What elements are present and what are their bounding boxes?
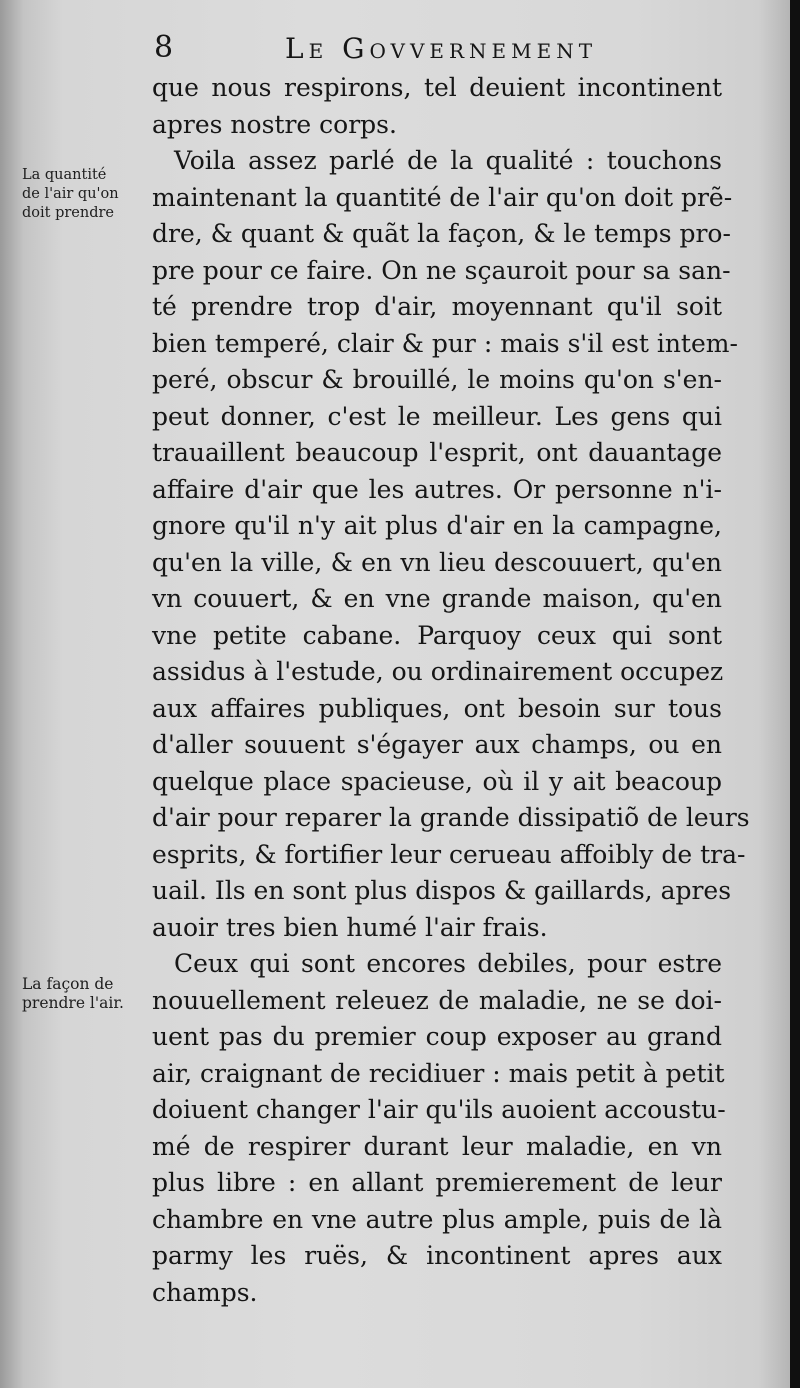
margin-note-quantity — [22, 166, 152, 223]
text-line: maintenant la quantité de l'air qu'on doit prẽ- — [152, 182, 733, 212]
text-line: d'air pour reparer la grande dissipatiõ de leurs — [152, 803, 750, 832]
text-line: doiuent changer l'air qu'ils auoient accoustu- — [152, 1095, 726, 1124]
text-line: nouuellement releuez de maladie, ne se doi- — [152, 985, 722, 1015]
text-line: plus libre : en allant premierement de leur — [152, 1168, 722, 1197]
margin-note-line: La façon de — [22, 975, 114, 993]
text-line: parmy les ruës, & incontinent apres aux — [152, 1241, 722, 1270]
text-line: dre, & quant & quãt la façon, & le temps pro- — [152, 219, 731, 248]
text-line: d'aller souuent s'égayer aux champs, ou en — [152, 730, 722, 759]
margin-note-line: de l'air qu'on — [22, 186, 119, 202]
text-line: air, craignant de recidiuer : mais petit à petit — [152, 1058, 725, 1088]
paragraph — [152, 143, 750, 946]
text-line: bien temperé, clair & pur : mais s'il est intem- — [152, 328, 738, 358]
text-line: uent pas du premier coup exposer au grand — [152, 1022, 722, 1051]
paragraph — [152, 946, 726, 1311]
paragraph — [152, 70, 722, 143]
text-line: auoir tres bien humé l'air frais. — [152, 912, 548, 942]
text-line: Ceux qui sont encores debiles, pour estre — [174, 949, 722, 978]
text-line: apres nostre corps. — [152, 109, 397, 139]
text-line: mé de respirer durant leur maladie, en vn — [152, 1131, 722, 1161]
text-line: que nous respirons, tel deuient incontinent — [152, 73, 722, 102]
text-line: trauaillent beaucoup l'esprit, ont dauantage — [152, 438, 722, 467]
page-edge-shadow — [790, 0, 800, 1388]
text-line: affaire d'air que les autres. Or personne n'i- — [152, 474, 722, 504]
text-line: quelque place spacieuse, où il y ait beacoup — [152, 766, 722, 796]
text-line: uail. Ils en sont plus dispos & gaillards, apres — [152, 876, 732, 905]
text-line: Voila assez parlé de la qualité : touchons — [174, 146, 722, 175]
margin-note-line: La quantité — [22, 167, 107, 183]
margin-note-line: prendre l'air. — [22, 994, 124, 1012]
text-line: assidus à l'estude, ou ordinairement occupez — [152, 657, 724, 686]
text-line: té prendre trop d'air, moyennant qu'il soit — [152, 292, 722, 321]
text-line: gnore qu'il n'y ait plus d'air en la campagne, — [152, 511, 722, 540]
text-line: champs. — [152, 1277, 258, 1307]
text-line: aux affaires publiques, ont besoin sur tous — [152, 693, 722, 723]
text-line: peut donner, c'est le meilleur. Les gens qui — [152, 401, 722, 431]
running-head: Le Govvernement — [285, 32, 598, 65]
text-line: pre pour ce faire. On ne sçauroit pour sa san- — [152, 255, 731, 285]
body-text — [152, 70, 750, 1311]
margin-note-line: doit prendre — [22, 205, 115, 221]
page-number: 8 — [154, 30, 175, 65]
text-line: chambre en vne autre plus ample, puis de là — [152, 1204, 722, 1234]
text-line: esprits, & fortifier leur cerueau affoibly de tra- — [152, 839, 746, 869]
text-line: peré, obscur & brouillé, le moins qu'on s'en- — [152, 365, 722, 394]
page-header — [150, 30, 760, 70]
text-line: vne petite cabane. Parquoy ceux qui sont — [152, 620, 722, 650]
text-line: qu'en la ville, & en vn lieu descouuert, qu'en — [152, 547, 722, 577]
text-line: vn couuert, & en vne grande maison, qu'en — [152, 584, 722, 613]
margin-note-manner — [22, 975, 152, 1013]
